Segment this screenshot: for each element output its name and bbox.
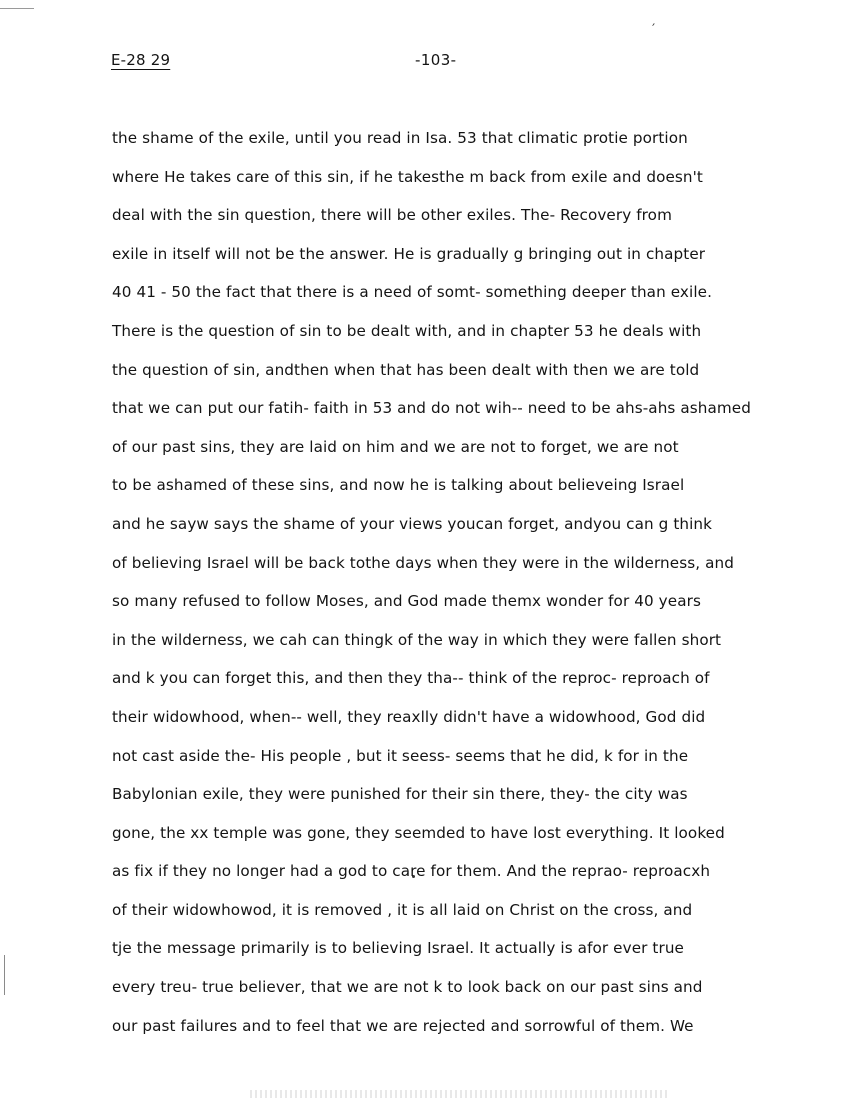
margin-mark: [4, 955, 5, 995]
text-line: every treu- true believer, that we are not k to look back on our past sins and: [112, 978, 703, 997]
document-id: E-28 29: [111, 51, 171, 69]
text-line: not cast aside the- His people , but it seess- seems that he did, k for in the: [112, 746, 689, 765]
text-line: There is the question of sin to be dealt with, and in chapter 53 he deals with: [112, 321, 702, 340]
text-line: in the wilderness, we cah can thingk of the way in which they were fallen short: [112, 630, 722, 649]
ink-speck: ′: [652, 22, 656, 38]
text-line: and he sayw says the shame of your views youcan forget, andyou can g think: [112, 514, 713, 533]
text-line: Babylonian exile, they were punished for their sin there, they- the city was: [112, 785, 688, 804]
text-line: their widowhood, when-- well, they reaxlly didn't have a widowhood, God did: [112, 707, 706, 726]
text-line: the shame of the exile, until you read in Isa. 53 that climatic protie portion: [112, 129, 688, 147]
text-line: where He takes care of this sin, if he takesthe m back from exile and doesn't: [112, 167, 703, 186]
text-line: and k you can forget this, and then they tha-- think of the reproc- reproach of: [112, 669, 710, 688]
text-line: exile in itself will not be the answer. He is gradually g bringing out in chapter: [112, 244, 706, 263]
text-line: 40 41 - 50 the fact that there is a need of somt- something deeper than exile.: [112, 283, 713, 302]
text-line: to be ashamed of these sins, and now he is talking about believeing Israel: [112, 476, 685, 495]
text-line: gone, the xx temple was gone, they seemded to have lost everything. It looked: [112, 823, 725, 842]
text-line: as fix if they no longer had a god to care for them. And the reprao- reproacxh: [112, 862, 711, 881]
scan-smudge: [250, 1090, 670, 1098]
text-line: of their widowhowod, it is removed , it is all laid on Christ on the cross, and: [112, 900, 693, 919]
text-line: so many refused to follow Moses, and God made themx wonder for 40 years: [112, 592, 701, 611]
scan-edge-line: [0, 8, 34, 9]
text-line: deal with the sin question, there will be other exiles. The- Recovery from: [112, 206, 672, 225]
text-line: tje the message primarily is to believing Israel. It actually is afor ever true: [112, 939, 685, 958]
text-line: that we can put our fatih- faith in 53 and do not wih-- need to be ahs-ahs ashamed: [112, 399, 751, 418]
text-line: the question of sin, andthen when that has been dealt with then we are told: [112, 360, 700, 379]
text-line: of believing Israel will be back tothe days when they were in the wilderness, and: [112, 553, 734, 572]
text-line: of our past sins, they are laid on him and we are not to forget, we are not: [112, 437, 679, 456]
text-line: our past failures and to feel that we are rejected and sorrowful of them. We: [112, 1016, 694, 1035]
page-number: -103-: [415, 51, 457, 69]
body-text: [112, 126, 802, 1052]
